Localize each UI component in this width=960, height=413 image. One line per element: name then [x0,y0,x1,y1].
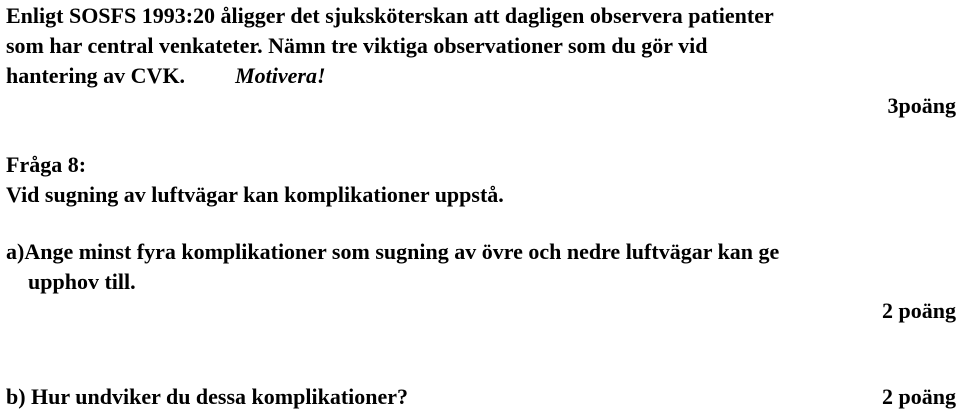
q8-a-line-1: a)Ange minst fyra komplikationer som sugning av övre och nedre luftvägar kan ge [6,239,780,264]
q7-points: 3poäng [887,93,956,118]
q8-a-line-2: upphov till. [28,269,136,294]
q8-heading: Fråga 8: [6,152,87,177]
q7-text-line-3-main: hantering av CVK. [6,63,186,88]
q8-b-points: 2 poäng [882,384,956,409]
q7-text-line-3 [6,61,326,91]
q7-motivate: Motivera! [235,63,326,88]
q8-intro: Vid sugning av luftvägar kan komplikationer uppstå. [6,182,504,207]
q8-a-points: 2 poäng [882,298,956,323]
q7-text-line-1: Enligt SOSFS 1993:20 åligger det sjuksköterskan att dagligen observera patienter [6,3,774,28]
q7-text-line-2: som har central venkateter. Nämn tre viktiga observationer som du gör vid [6,33,708,58]
q8-b-text: b) Hur undviker du dessa komplikationer? [6,384,409,409]
